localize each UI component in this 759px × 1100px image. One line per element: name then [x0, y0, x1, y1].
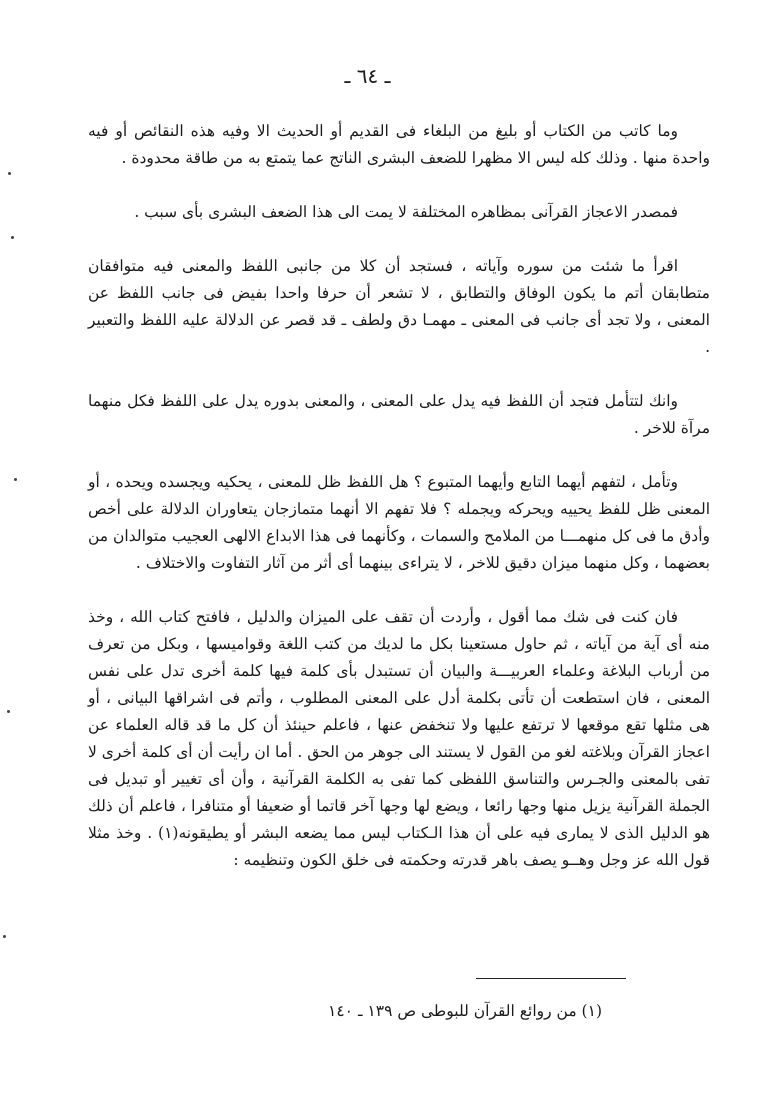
paragraph: وما كاتب من الكتاب أو بليغ من البلغاء فى القديم أو الحديث الا وفيه هذه النقائص أو فيه واحدة منها . وذلك كله ليس الا مظهرا للضعف البشرى الناتج عما يتمتع به من طاقة محدودة .	[88, 122, 710, 167]
paragraph: وتأمل ، لتفهم أيهما التابع وأيهما المتبوع ؟ هل اللفظ ظل للمعنى ، يحكيه ويجسده ويحده ، أو المعنى ظل للفظ يحييه ويحركه ويجمله ؟ فلا تفهم الا أنهما متمازجان يتعاوران الدلالة على أخص وأدق ما فى كل منهمـــا من الملامح والسمات ، وكأنهما فى هذا الابداع الالهى العجيب متوالدان من بعضهما ، وكل منهما ميزان دقيق للاخر ، لا يتراءى بينهما أى أثر من آثار التفاوت والاختلاف .	[88, 473, 710, 572]
page-number: ـ ٦٤ ـ	[344, 64, 391, 88]
scan-speck	[3, 935, 6, 938]
scan-speck	[7, 710, 10, 713]
paragraph: اقرأ ما شئت من سوره وآياته ، فستجد أن كلا من جانبى اللفظ والمعنى فيه متوافقان متطابقان أتم ما يكون الوفاق والتطابق ، لا تشعر أن حرفا واحدا بفيض فى جانب اللفظ عن المعنى ، ولا تجد أى جانب فى المعنى ـ مهمـا دق ولطف ـ قد قصر عن الدلالة عليه اللفظ والتعبير .	[88, 257, 710, 356]
scan-speck	[14, 478, 17, 481]
footnote: (١) من روائع القرآن للبوطى ص ١٣٩ ـ ١٤٠	[328, 1002, 602, 1020]
body-text	[88, 118, 710, 874]
paragraph: فمصدر الاعجاز القرآنى بمظاهره المختلفة لا يمت الى هذا الضعف البشرى بأى سبب .	[134, 203, 678, 221]
footnote-divider	[476, 978, 626, 979]
paragraph: وانك لتتأمل فتجد أن اللفظ فيه يدل على المعنى ، والمعنى بدوره يدل على اللفظ فكل منهما مرآة للاخر .	[88, 392, 710, 437]
scan-speck	[11, 236, 14, 239]
scan-speck	[8, 172, 11, 175]
paragraph: فان كنت فى شك مما أقول ، وأردت أن تقف على الميزان والدليل ، فافتح كتاب الله ، وخذ منه أى آية من آياته ، ثم حاول مستعينا بكل ما لديك من كتب اللغة وقواميسها ، وبكل من تعرف من أرباب البلاغة وعلماء العربيـــة والبيان أن تستبدل بأى كلمة فيها كلمة أخرى تدل على نفس المعنى ، فان استطعت أن تأتى بكلمة أدل على المعنى المطلوب ، وأتم فى اشراقها البيانى ، أو هى مثلها تقع موقعها لا ترتفع عليها ولا تنخفض عنها ، فاعلم حينئذ أن كل ما قد قاله العلماء عن اعجاز القرآن وبلاغته لغو من القول لا يستند الى جوهر من الحق . أما ان رأيت أن أى كلمة أخرى لا تفى بالمعنى والجـرس والتناسق اللفظى كما تفى به الكلمة القرآنية ، وأن أى تغيير أو تبديل فى الجملة القرآنية يزيل منها وجها رائعا ، ويضع لها وجها آخر قاتما أو ضعيفا أو متنافرا ، فاعلم أن ذلك هو الدليل الذى لا يمارى فيه على أن هذا الـكتاب ليس مما يضعه البشر أو يطيقونه(١) . وخذ مثلا قول الله عز وجل وهــو يصف باهر قدرته وحكمته فى خلق الكون وتنظيمه :	[88, 608, 710, 869]
